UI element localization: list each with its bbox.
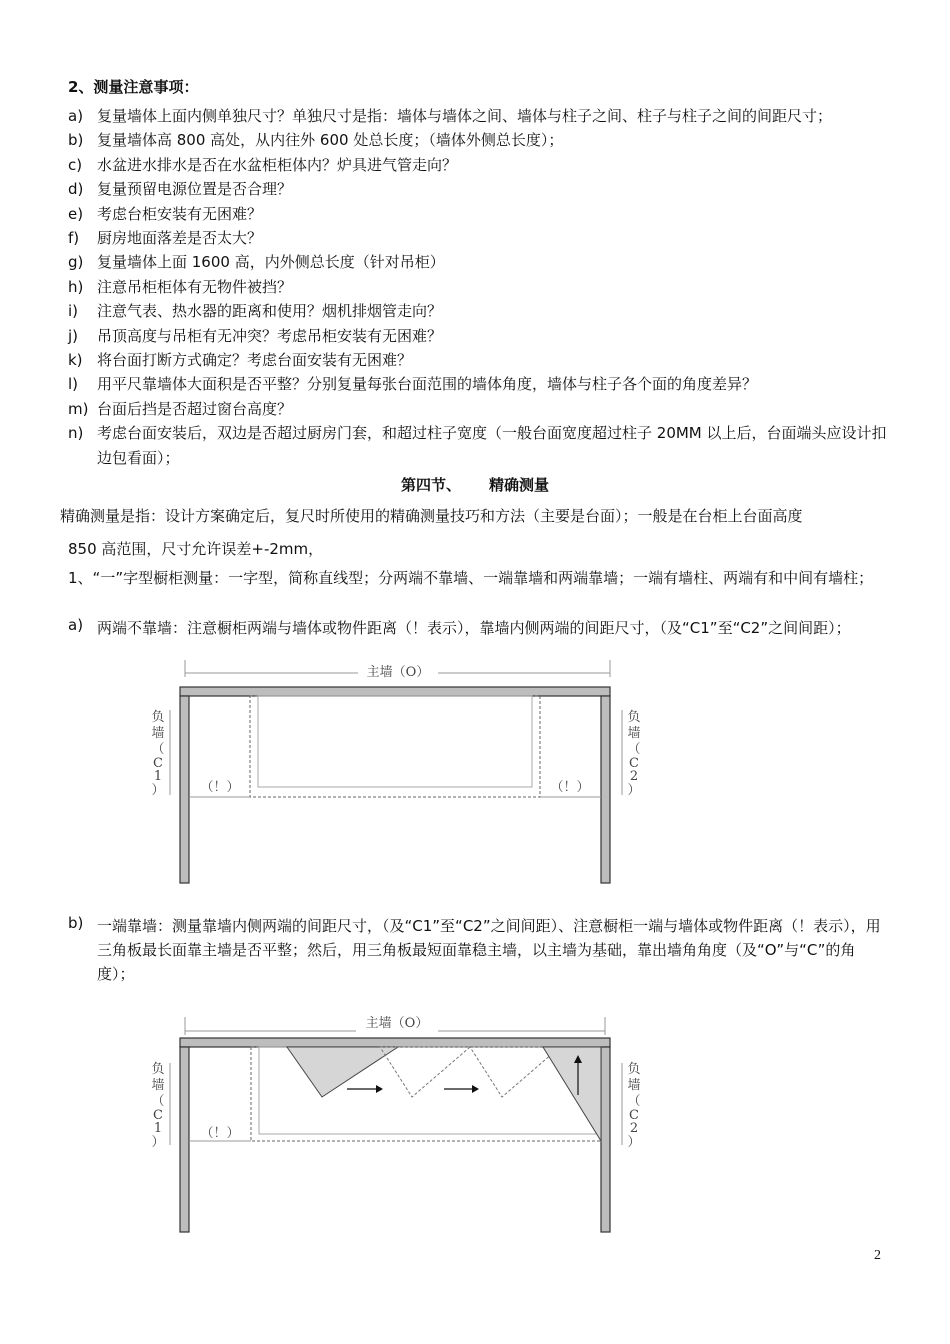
list-item xyxy=(68,275,898,299)
svg-text:）: ） xyxy=(627,783,641,798)
item-text: 复量预留电源位置是否合理？ xyxy=(97,180,293,199)
item-text: 将台面打断方式确定？考虑台面安装有无困难？ xyxy=(97,351,413,370)
svg-text:（: （ xyxy=(151,1094,165,1109)
list-item xyxy=(68,324,898,348)
item-text: 考虑台柜安装有无困难？ xyxy=(97,204,263,223)
set-square-ghost-2 xyxy=(470,1047,560,1097)
item-marker: k) xyxy=(68,351,83,370)
arrow-right-icon xyxy=(347,1085,383,1093)
list-item xyxy=(68,202,898,226)
section-title xyxy=(0,474,950,495)
right-wall xyxy=(601,696,610,883)
list-item xyxy=(68,397,898,421)
main-wall-label: 主墙（O） xyxy=(366,665,430,680)
item-text: 厨房地面落差是否太大？ xyxy=(97,229,263,248)
left-wall-label xyxy=(151,710,164,798)
svg-text:2: 2 xyxy=(629,1121,639,1136)
item-marker: g) xyxy=(68,253,84,272)
item-text: 水盆进水排水是否在水盆柜柜体内？炉具进气管走向？ xyxy=(97,155,458,174)
item-text: 台面后挡是否超过窗台高度？ xyxy=(97,399,293,418)
svg-text:墙: 墙 xyxy=(627,726,641,741)
left-wall xyxy=(180,1047,189,1232)
list-item xyxy=(68,177,898,201)
main-wall xyxy=(180,687,610,696)
diagram-straight-cabinet xyxy=(150,655,650,890)
item-marker: n) xyxy=(68,424,84,443)
svg-text:负: 负 xyxy=(627,710,641,725)
svg-text:C: C xyxy=(153,756,163,771)
list-item xyxy=(68,104,898,128)
item-text: 吊顶高度与吊柜有无冲突？考虑吊柜安装有无困难？ xyxy=(97,326,443,345)
diagram-one-end-wall xyxy=(150,1005,650,1240)
intro-line-1: 精确测量是指：设计方案确定后，复尺时所使用的精确测量技巧和方法（主要是台面）；一般是在台柜上台面高度 xyxy=(60,507,803,525)
left-wall xyxy=(180,696,189,883)
item-marker: h) xyxy=(68,277,84,296)
arrow-right-icon xyxy=(444,1085,479,1093)
item-text: 用平尺靠墙体大面积是否平整？分别复量每张台面范围的墙体角度，墙体与柱子各个面的角度差异？ xyxy=(97,375,758,394)
item-marker: m) xyxy=(68,399,89,418)
main-wall-label: 主墙（O） xyxy=(365,1016,429,1031)
item-marker: j) xyxy=(68,326,79,345)
svg-text:1: 1 xyxy=(153,769,163,784)
item-marker: i) xyxy=(68,302,79,321)
svg-text:）: ） xyxy=(151,1135,165,1150)
item-text: 考虑台面安装后，双边是否超过厨房门套，和超过柱子宽度（一般台面宽度超过柱子 20MM 以上后，台面端头应设计扣边包看面）； xyxy=(97,424,887,467)
list-item xyxy=(68,421,898,470)
item-marker: c) xyxy=(68,155,83,174)
svg-text:1: 1 xyxy=(153,1121,163,1136)
right-wall xyxy=(601,1047,610,1232)
svg-text:墙: 墙 xyxy=(151,726,165,741)
page-number: 2 xyxy=(874,1248,881,1263)
svg-text:）: ） xyxy=(151,783,165,798)
item-marker: b) xyxy=(68,131,84,150)
list-item xyxy=(68,250,898,274)
left-wall-label xyxy=(151,1062,164,1150)
svg-text:（: （ xyxy=(627,1094,641,1109)
gap-mark-right: （！） xyxy=(550,780,590,795)
notes-list xyxy=(68,104,898,470)
gap-mark-left: （！） xyxy=(200,1126,240,1141)
item-marker: d) xyxy=(68,180,84,199)
item-text: 一端靠墙：测量靠墙内侧两端的间距尺寸，（及“C1”至“C2”之间间距）、注意橱柜一端与墙体或物件距离（！表示），用三角板最长面靠主墙是否平整；然后，用三角板最短面靠稳主墙，以主墙为基础，靠出墙角角度（及“O”与“C”的角度）； xyxy=(97,917,881,983)
cabinet-outline xyxy=(250,696,540,797)
list-item xyxy=(68,299,898,323)
item-marker: a) xyxy=(68,107,84,125)
list-item xyxy=(68,153,898,177)
sub-item-b xyxy=(68,914,888,986)
svg-text:负: 负 xyxy=(151,710,165,725)
set-square-end xyxy=(543,1047,601,1141)
countertop-outline xyxy=(258,696,532,787)
svg-text:墙: 墙 xyxy=(151,1078,165,1093)
section-number: 第四节、 xyxy=(400,476,461,494)
main-wall xyxy=(180,1038,610,1047)
svg-text:负: 负 xyxy=(151,1062,165,1077)
svg-text:2: 2 xyxy=(629,769,639,784)
svg-text:墙: 墙 xyxy=(627,1078,641,1093)
intro-line-2: 850 高范围，尺寸允许误差+-2mm， xyxy=(68,540,324,558)
item-marker: e) xyxy=(68,204,84,223)
item-text: 复量墙体高 800 高处，从内往外 600 处总长度；（墙体外侧总长度）； xyxy=(97,131,564,150)
item-text: 复量墙体上面 1600 高，内外侧总长度（针对吊柜） xyxy=(97,253,445,272)
svg-text:）: ） xyxy=(627,1135,641,1150)
item-text: 注意气表、热水器的距离和使用？烟机排烟管走向？ xyxy=(97,302,443,321)
section-heading: 2、测量注意事项： xyxy=(68,78,199,96)
item-marker: l) xyxy=(68,375,79,394)
item-marker: b) xyxy=(68,914,84,932)
item-text: 注意吊柜柜体有无物件被挡？ xyxy=(97,277,293,296)
svg-text:C: C xyxy=(629,1108,639,1123)
list-item xyxy=(68,128,898,152)
item-1-paragraph: 1、“一”字型橱柜测量：一字型，简称直线型；分两端不靠墙、一端靠墙和两端靠墙；一端有墙柱、两端有和中间有墙柱； xyxy=(68,569,874,587)
item-text: 复量墙体上面内侧单独尺寸？单独尺寸是指：墙体与墙体之间、墙体与柱子之间、柱子与柱子之间的间距尺寸； xyxy=(97,107,833,125)
svg-text:C: C xyxy=(153,1108,163,1123)
item-marker: f) xyxy=(68,229,80,248)
item-text: 两端不靠墙：注意橱柜两端与墙体或物件距离（！表示），靠墙内侧两端的间距尺寸，（及“C1”至“C2”之间间距）； xyxy=(97,619,851,637)
svg-text:负: 负 xyxy=(627,1062,641,1077)
section-name: 精确测量 xyxy=(489,476,550,494)
right-wall-label xyxy=(627,710,640,798)
svg-text:（: （ xyxy=(151,742,165,757)
gap-mark-left: （！） xyxy=(200,780,240,795)
list-item xyxy=(68,226,898,250)
list-item xyxy=(68,372,898,396)
svg-text:（: （ xyxy=(627,742,641,757)
list-item xyxy=(68,348,898,372)
svg-text:C: C xyxy=(629,756,639,771)
right-wall-label xyxy=(627,1062,640,1150)
sub-item-a xyxy=(68,616,888,640)
item-marker: a) xyxy=(68,616,84,634)
